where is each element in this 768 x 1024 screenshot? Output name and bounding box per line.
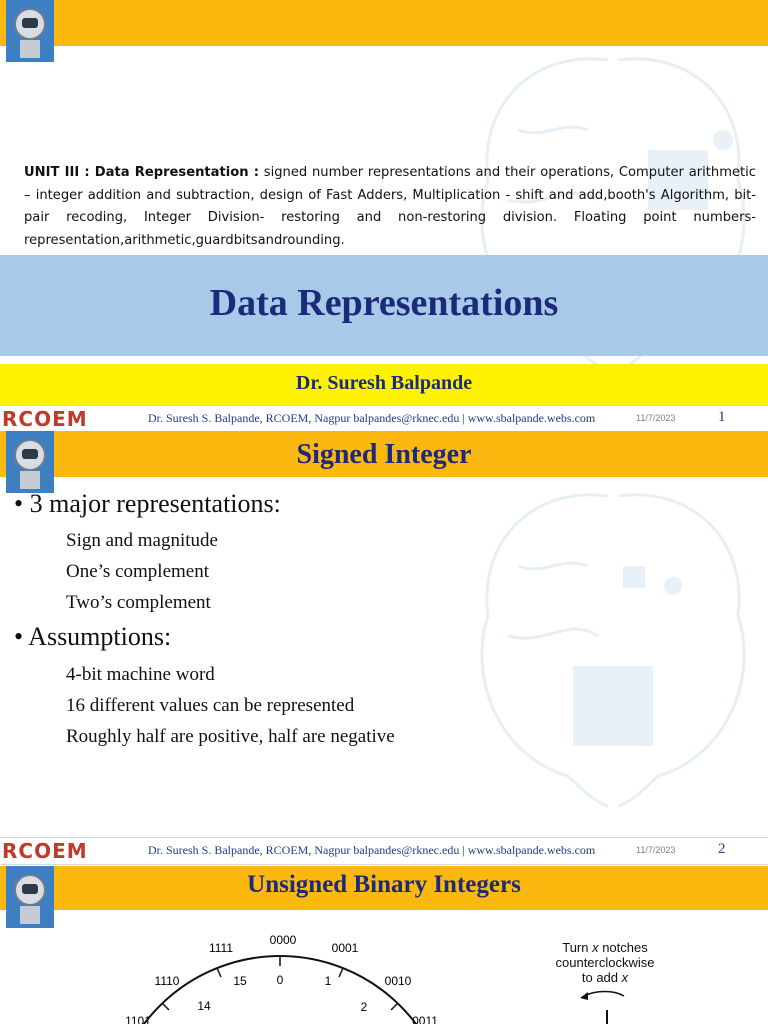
rcoem-logo: RCOEM <box>2 407 88 431</box>
wheel-code: 0000 <box>269 933 297 947</box>
page-number: 2 <box>718 841 726 857</box>
wheel-code: 0001 <box>331 941 359 955</box>
robot-logo-icon <box>6 0 54 62</box>
wheel-code: 0011 <box>412 1014 438 1024</box>
rep-item: Two’s complement <box>66 592 211 613</box>
slide-3 <box>0 866 768 1024</box>
footer-credit: Dr. Suresh S. Balpande, RCOEM, Nagpur balpandes@rknec.edu | www.sbalpande.webs.com <box>148 411 596 425</box>
unit-body: signed number representations and their operations, Computer arithmetic – integer addition and subtraction, design of Fast Adders, Multiplication - shift and add,booth's Algorithm, bit-pair recoding, Integer Division- restoring and non-restoring division. Floating point numbers-representation,arithmetic,guardbitsandrounding. <box>24 165 756 248</box>
footer-date: 11/7/2023 <box>636 413 676 423</box>
slide-title: Signed Integer <box>296 439 472 470</box>
bullet-assumptions: • Assumptions: <box>14 622 172 651</box>
counterclockwise-arrow-icon <box>574 986 634 1024</box>
bullet-representations: • 3 major representations: <box>14 489 281 518</box>
assumption-item: 16 different values can be represented <box>66 695 355 716</box>
wheel-value: 14 <box>197 999 211 1013</box>
wheel-code: 0010 <box>384 974 412 988</box>
title-band <box>0 255 768 356</box>
slide-footer-1 <box>0 405 768 433</box>
rcoem-logo: RCOEM <box>2 839 88 863</box>
author-band <box>0 364 768 405</box>
footer-credit: Dr. Suresh S. Balpande, RCOEM, Nagpur balpandes@rknec.edu | www.sbalpande.webs.com <box>148 843 596 857</box>
slide-1 <box>0 0 768 406</box>
assumption-item: 4-bit machine word <box>66 664 215 685</box>
footer-date: 11/7/2023 <box>636 845 676 855</box>
wheel-value: 1 <box>324 974 332 988</box>
brain-circuit-watermark <box>458 476 768 835</box>
presentation-title: Data Representations <box>209 282 559 324</box>
slide-footer-2 <box>0 837 768 865</box>
wheel-code: 1101 <box>125 1014 151 1024</box>
assumption-item: Roughly half are positive, half are negative <box>66 726 395 747</box>
wheel-code: 1110 <box>154 974 180 988</box>
header-bar <box>0 0 768 46</box>
slide-2 <box>0 431 768 835</box>
binary-wheel-diagram <box>110 866 470 1024</box>
wheel-value: 2 <box>360 1000 368 1014</box>
slide-title: Unsigned Binary Integers <box>247 871 521 898</box>
rep-item: Sign and magnitude <box>66 530 218 551</box>
wheel-value: 0 <box>276 973 284 987</box>
wheel-value: 15 <box>233 974 247 988</box>
page-number: 1 <box>718 409 726 425</box>
rep-item: One’s complement <box>66 561 209 582</box>
author-name: Dr. Suresh Balpande <box>295 372 473 394</box>
unit-syllabus-text <box>24 162 756 252</box>
wheel-code: 1111 <box>208 941 234 955</box>
wheel-note: Turn x notches counterclockwise to add x <box>555 940 655 985</box>
unit-label: UNIT III : Data Representation : <box>24 165 259 180</box>
